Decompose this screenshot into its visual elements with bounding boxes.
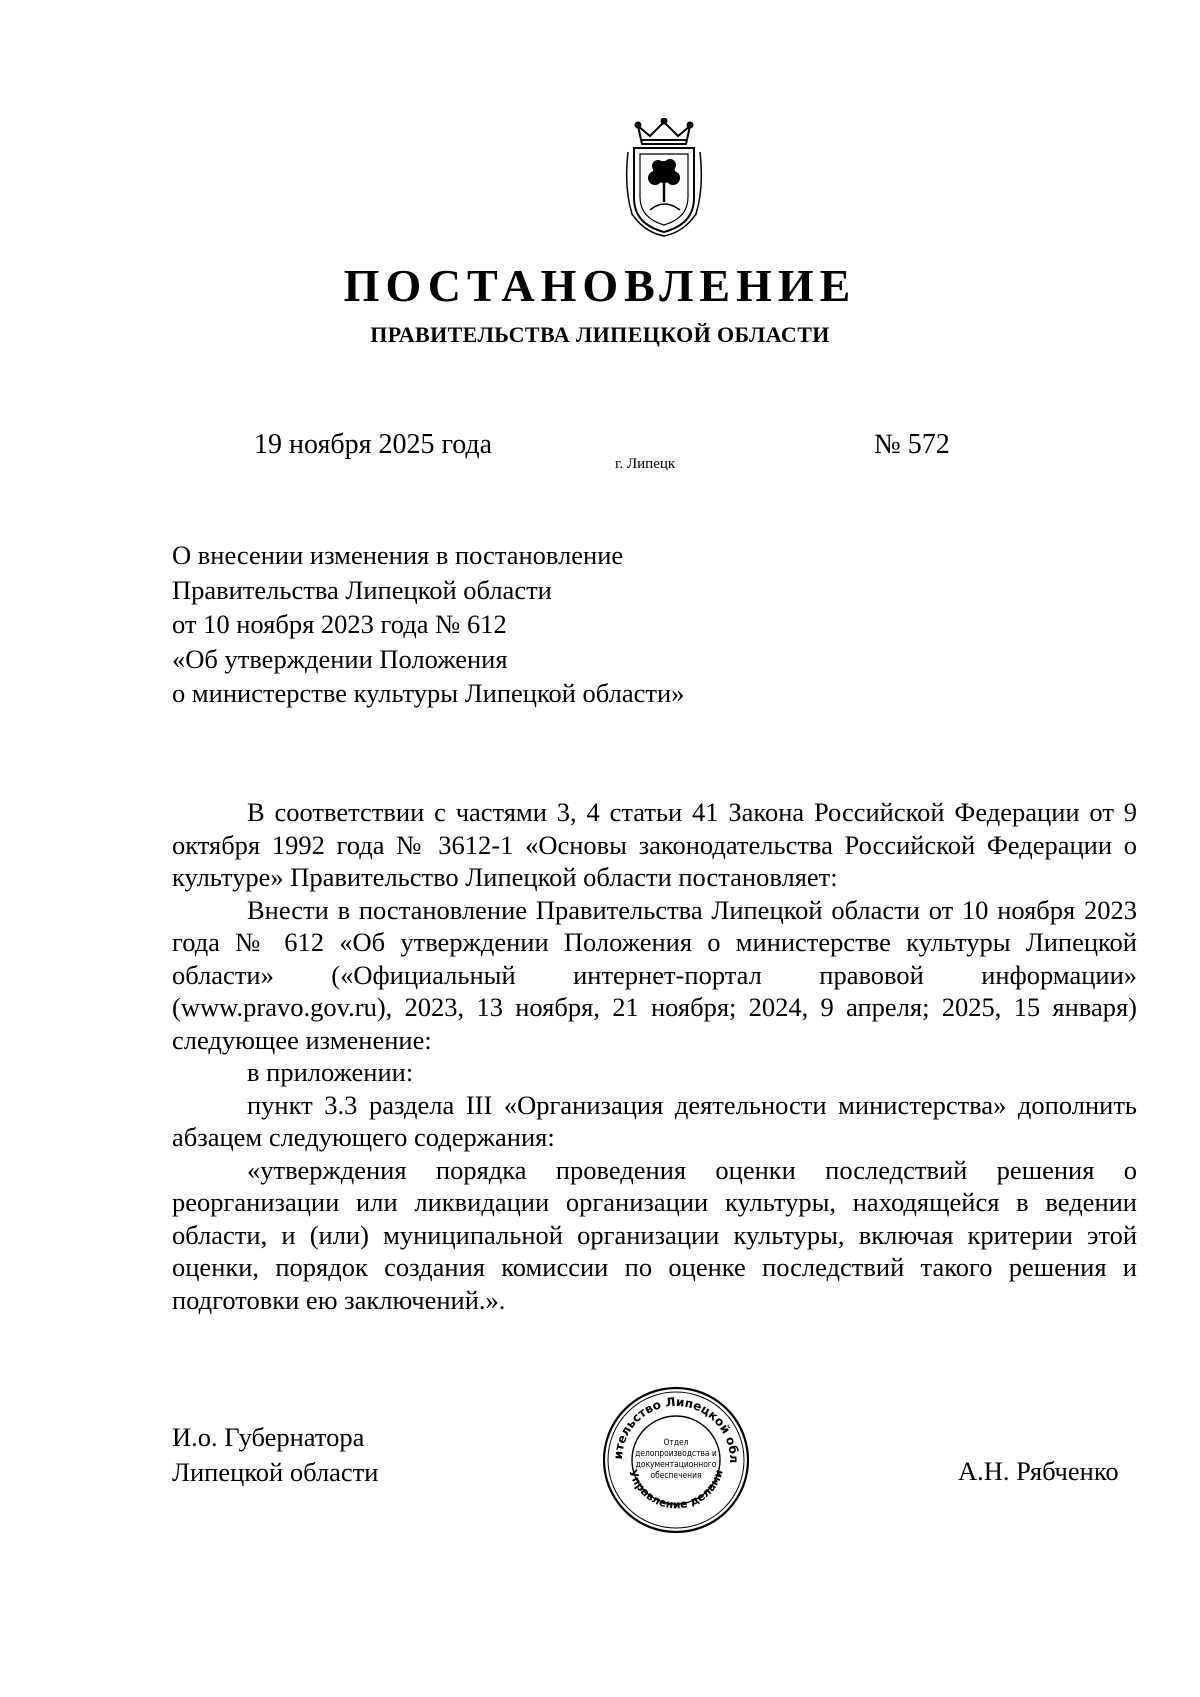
- stamp-inner-line: документационного: [635, 1459, 717, 1469]
- document-number: № 572: [874, 429, 950, 460]
- stamp-inner-line: делопроизводства и: [635, 1448, 717, 1458]
- heading-line: от 10 ноября 2023 года № 612: [172, 609, 507, 639]
- stamp-inner-line: обеспечения: [650, 1470, 702, 1480]
- body-paragraph: В соответствии с частями 3, 4 статьи 41 Закона Российской Федерации от 9 октября 1992 года № 3612-1 «Основы законодательства Российской Федерации о культуре» Правительство Липецкой области постановляет:: [172, 797, 1137, 892]
- stamp-bottom-text: Управление делами: [626, 1467, 726, 1512]
- stamp-inner-line: Отдел: [663, 1437, 689, 1447]
- heading-line: О внесении изменения в постановление: [172, 540, 624, 570]
- document-date: 19 ноября 2025 года: [254, 429, 493, 460]
- body-paragraph: в приложении:: [247, 1057, 414, 1087]
- body-paragraph: пункт 3.3 раздела III «Организация деятельности министерства» дополнить абзацем следующего содержания:: [172, 1089, 1137, 1152]
- coat-of-arms-icon: [620, 118, 708, 238]
- body-paragraph: «утверждения порядка проведения оценки последствий решения о реорганизации или ликвидации организации культуры, находящейся в ведении области, и (или) муниципальной организации культуры, включая критерии этой оценки, порядок создания комиссии по оценке последствий такого решения и подготовки ею заключений.».: [172, 1154, 1137, 1315]
- signatory-title-line: Липецкой области: [172, 1457, 379, 1487]
- document-heading: [172, 538, 772, 711]
- stamp-outer-text: ительство Липецкой обл: [610, 1394, 742, 1464]
- document-body: [172, 796, 1137, 1316]
- signatory-title: [172, 1420, 378, 1490]
- document-title: ПОСТАНОВЛЕНИЕ: [343, 260, 857, 311]
- body-paragraph: Внести в постановление Правительства Липецкой области от 10 ноября 2023 года № 612 «Об утверждении Положения о министерстве культуры Липецкой области» («Официальный интернет-портал правовой информации» (www.pravo.gov.ru), 2023, 13 ноября, 21 ноября; 2024, 9 апреля; 2025, 15 января) следующее изменение:: [172, 894, 1137, 1055]
- heading-line: о министерстве культуры Липецкой области»: [172, 678, 685, 708]
- heading-line: Правительства Липецкой области: [172, 574, 552, 605]
- signatory-title-line: И.о. Губернатора: [172, 1422, 365, 1452]
- seal-stamp-icon: [600, 1384, 752, 1536]
- document-city: г. Липецк: [615, 456, 676, 472]
- heading-line: «Об утверждении Положения: [172, 643, 508, 674]
- signatory-name: А.Н. Рябченко: [958, 1456, 1119, 1486]
- document-subtitle: ПРАВИТЕЛЬСТВА ЛИПЕЦКОЙ ОБЛАСТИ: [370, 322, 830, 347]
